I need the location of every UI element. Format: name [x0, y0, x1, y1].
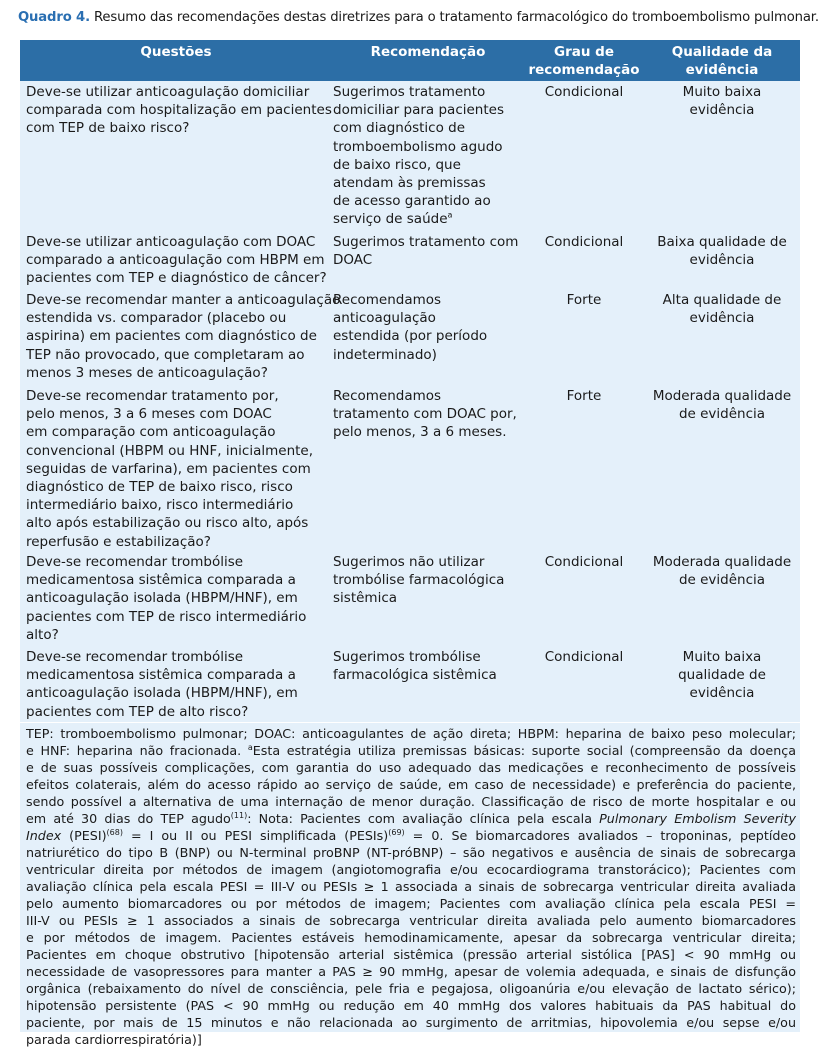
cell-line: trombólise farmacológica: [333, 572, 505, 589]
cell-line: Deve-se utilizar anticoagulação domiciliar: [26, 84, 310, 100]
cell-recomendacao: [333, 648, 523, 684]
cell-qualidade: [647, 291, 797, 327]
cell-line: Recomendamos: [333, 388, 442, 404]
cell-line: intermediário baixo, risco intermediário: [26, 497, 294, 514]
cell-line: Recomendamos: [333, 292, 442, 308]
cell-line: comparada com hospitalização em pacientes: [26, 102, 332, 119]
cell-line: medicamentosa sistêmica comparada a: [26, 667, 296, 684]
cell-line: anticoagulação isolada (HBPM/HNF), em: [26, 590, 298, 607]
footnote-line: efeitos colaterais, além do acesso rápido ao serviço de saúde, em caso de necessidade) e preferência do paciente,: [26, 777, 796, 792]
cell-questao: [26, 553, 326, 644]
cell-line: Muito baixa: [682, 649, 762, 665]
footnote-line: natriurético do tipo B (BNP) ou N-terminal proBNP (NT-próBNP) – são negativos e ausência de sinais de sobrecarga: [26, 845, 796, 860]
cell-line: pelo menos, 3 a 6 meses.: [333, 424, 507, 441]
cell-line: Deve-se recomendar tratamento por,: [26, 388, 279, 404]
cell-questao: [26, 83, 332, 138]
cell-qualidade: [647, 553, 797, 589]
header-recomendacao: Recomendação: [370, 44, 486, 60]
cell-line: em comparação com anticoagulação: [26, 424, 276, 441]
cell-line: atendam às premissas: [333, 175, 486, 192]
footnote-sup: (11): [230, 810, 248, 820]
footnote-sup: (68): [106, 827, 123, 837]
footnote-italic: Pulmonary Embolism Severity: [599, 811, 796, 826]
cell-questao: [26, 233, 326, 288]
footnote-line: necessidade de vasopressores para manter a PAS ≥ 90 mmHg, apesar de volemia adequada, e sinais de disfunção: [26, 964, 796, 979]
header-qualidade-line1: Qualidade da: [671, 44, 773, 60]
cell-line: Condicional: [544, 649, 624, 665]
cell-line: tratamento com DOAC por,: [333, 406, 517, 423]
cell-line: Moderada qualidade: [652, 554, 792, 570]
cell-line: DOAC: [333, 252, 373, 269]
cell-line: domiciliar para pacientes: [333, 102, 504, 119]
caption-text: Resumo das recomendações destas diretrizes para o tratamento farmacológico do tromboembolismo pulmonar.: [93, 10, 819, 25]
cell-line: TEP não provocado, que completaram ao: [26, 346, 305, 363]
cell-line: Deve-se recomendar trombólise: [26, 649, 244, 665]
table-row: [20, 646, 800, 723]
footnote-text: Esta estratégia utiliza premissas básicas: suporte social (compreensão da doença: [252, 743, 796, 758]
cell-grau: [525, 648, 643, 666]
cell-line: anticoagulação isolada (HBPM/HNF), em: [26, 685, 298, 702]
header-qualidade-line2: evidência: [685, 62, 759, 78]
cell-line: estendida vs. comparador (placebo ou: [26, 310, 287, 327]
cell-recomendacao: [333, 387, 523, 442]
cell-line: qualidade de: [678, 667, 766, 684]
cell-line: pacientes com TEP de alto risco?: [26, 703, 249, 720]
cell-line: comparado a anticoagulação com HBPM em: [26, 252, 325, 269]
cell-line: Condicional: [544, 234, 624, 250]
cell-line: Deve-se recomendar manter a anticoagulação: [26, 292, 341, 308]
cell-line: Sugerimos tratamento com: [333, 234, 519, 250]
cell-line: evidência: [689, 252, 755, 269]
footnote-italic: Index: [26, 828, 62, 843]
header-grau: [525, 43, 643, 79]
table-row: [20, 81, 800, 232]
footnote-line: [26, 810, 796, 827]
cell-line: evidência: [689, 685, 755, 702]
cell-line: farmacológica sistêmica: [333, 667, 497, 684]
cell-recomendacao: [333, 83, 523, 229]
cell-line: seguidas de varfarina), em pacientes com: [26, 460, 311, 477]
cell-line: tromboembolismo agudo: [333, 138, 503, 155]
cell-line: Deve-se utilizar anticoagulação com DOAC: [26, 234, 316, 250]
cell-line: indeterminado): [333, 346, 437, 363]
table-footnote: [20, 723, 800, 1047]
footnote-line: pelo aumento biomarcadores ou por métodos de imagem; Pacientes com avaliação clínica pela escala PESI =: [26, 896, 796, 911]
cell-line: Muito baixa: [682, 84, 762, 100]
cell-line: Forte: [566, 292, 602, 308]
caption-label: Quadro 4.: [18, 10, 90, 25]
cell-line: pacientes com TEP de risco intermediário: [26, 608, 307, 625]
footnote-text: = I ou II ou PESI simplificada (PESIs): [122, 828, 389, 843]
cell-line: de evidência: [678, 572, 766, 589]
cell-line: menos 3 meses de anticoagulação?: [26, 364, 268, 381]
cell-line: Forte: [566, 388, 602, 404]
footnote-line: TEP: tromboembolismo pulmonar; DOAC: anticoagulantes de ação direta; HBPM: heparina de baixo peso molecular;: [26, 726, 796, 741]
cell-recomendacao: [333, 291, 523, 364]
cell-line: Baixa qualidade de: [657, 234, 787, 250]
cell-line: pelo menos, 3 a 6 meses com DOAC: [26, 406, 272, 423]
cell-line: estendida (por período: [333, 328, 488, 345]
cell-line: de acesso garantido ao: [333, 193, 491, 210]
cell-line: convencional (HBPM ou HNF, inicialmente,: [26, 442, 314, 459]
cell-line: anticoagulação: [333, 310, 436, 327]
cell-grau: [525, 291, 643, 309]
header-questoes: Questões: [140, 44, 212, 60]
footnote-line: Pacientes em choque obstrutivo [hipotensão arterial sistêmica (pressão arterial sistólica [PAS] < 90 mmHg ou: [26, 947, 796, 962]
cell-line: evidência: [689, 102, 755, 119]
cell-grau: [525, 387, 643, 405]
footnote-line: sendo possível a alternativa de uma internação de menor duração. Classificação de risco de morte hospitalar e ou: [26, 794, 796, 809]
cell-line: Sugerimos não utilizar: [333, 554, 485, 570]
cell-line: evidência: [689, 310, 755, 327]
header-grau-line2: recomendação: [528, 62, 640, 78]
cell-line: Condicional: [544, 554, 624, 570]
footnote-line: [26, 827, 796, 844]
footnote-text: e HNF: heparina não fracionada.: [26, 743, 248, 758]
cell-line: sistêmica: [333, 590, 398, 607]
cell-line: Alta qualidade de: [662, 292, 782, 308]
footnote-text: em até 30 dias do TEP agudo: [26, 811, 231, 826]
header-qualidade: [647, 43, 797, 79]
footnote-line: e por métodos de imagem. Pacientes estáveis hemodinamicamente, apesar da sobrecarga ventricular direita;: [26, 930, 796, 945]
footnote-text: (PESI): [61, 828, 107, 843]
cell-grau: [525, 233, 643, 251]
cell-line: reperfusão e estabilização?: [26, 533, 211, 550]
cell-line: com TEP de baixo risco?: [26, 120, 190, 137]
cell-line: de evidência: [678, 406, 766, 423]
footnote-line: e de suas possíveis complicações, com garantia do uso adequado das medicações e reconhecimento de possíveis: [26, 760, 796, 775]
cell-line: Sugerimos tratamento: [333, 84, 486, 100]
cell-line: Condicional: [544, 84, 624, 100]
cell-line: Moderada qualidade: [652, 388, 792, 404]
footnote-line: paciente, por mais de 15 minutos e não relacionada ao surgimento de arritmias, hipovolemia e/ou sepse e/ou: [26, 1015, 796, 1030]
footnote-line: orgânica (rebaixamento do nível de consciência, pele fria e pegajosa, oligoanúria e/ou elevação de lactato sérico);: [26, 981, 796, 996]
cell-line: pacientes com TEP e diagnóstico de câncer?: [26, 270, 327, 287]
footnote-marker: a: [447, 210, 453, 220]
footnote-line: hipotensão persistente (PAS < 90 mmHg ou redução em 40 mmHg dos valores habituais da PAS habitual do: [26, 998, 796, 1013]
cell-questao: [26, 648, 326, 721]
cell-questao: [26, 387, 326, 551]
cell-line: [333, 210, 523, 228]
cell-line: medicamentosa sistêmica comparada a: [26, 572, 296, 589]
cell-line: alto após estabilização ou risco alto, após: [26, 515, 309, 532]
footnote-text: = 0. Se biomarcadores avaliados – troponinas, peptídeo: [404, 828, 796, 843]
footnote-sup: (69): [388, 827, 405, 837]
cell-questao: [26, 291, 341, 382]
table-row: [20, 289, 800, 386]
cell-qualidade: [647, 233, 797, 269]
cell-line: diagnóstico de TEP de baixo risco, risco: [26, 479, 293, 496]
cell-line: Sugerimos trombólise: [333, 649, 481, 665]
footnote-line: [26, 742, 796, 759]
cell-qualidade: [647, 83, 797, 119]
table-row: [20, 385, 800, 552]
footnote-line: avaliação clínica pela escala PESI = III-V ou PESIs ≥ 1 associada a sinais de sobrecarga ventricular direita avaliada: [26, 879, 796, 894]
footnote-sup: a: [247, 742, 253, 752]
cell-line: de baixo risco, que: [333, 156, 461, 173]
table-caption: [18, 10, 819, 25]
cell-grau: [525, 83, 643, 101]
cell-recomendacao: [333, 233, 523, 269]
footnote-line: III-V ou PESIs ≥ 1 associados a sinais de sobrecarga ventricular direita avaliada pelo aumento biomarcadores: [26, 913, 796, 928]
footnote-line: ventricular direita por métodos de imagem (angiotomografia e/ou ecocardiograma transtorácico); Pacientes com: [26, 862, 796, 877]
footnote-line: parada cardiorrespiratória)]: [26, 1032, 202, 1047]
footnote-text: : Nota: Pacientes com avaliação clínica pela escala: [247, 811, 600, 826]
cell-qualidade: [647, 648, 797, 703]
cell-recomendacao: [333, 553, 523, 608]
cell-text: serviço de saúde: [333, 211, 448, 228]
table-row: [20, 231, 800, 290]
cell-qualidade: [647, 387, 797, 423]
table-row: [20, 551, 800, 647]
cell-line: com diagnóstico de: [333, 120, 466, 137]
table-header: [20, 40, 800, 81]
cell-line: alto?: [26, 626, 59, 643]
cell-grau: [525, 553, 643, 571]
header-grau-line1: Grau de: [554, 44, 614, 60]
cell-line: Deve-se recomendar trombólise: [26, 554, 244, 570]
cell-line: aspirina) em pacientes com diagnóstico de: [26, 328, 317, 345]
